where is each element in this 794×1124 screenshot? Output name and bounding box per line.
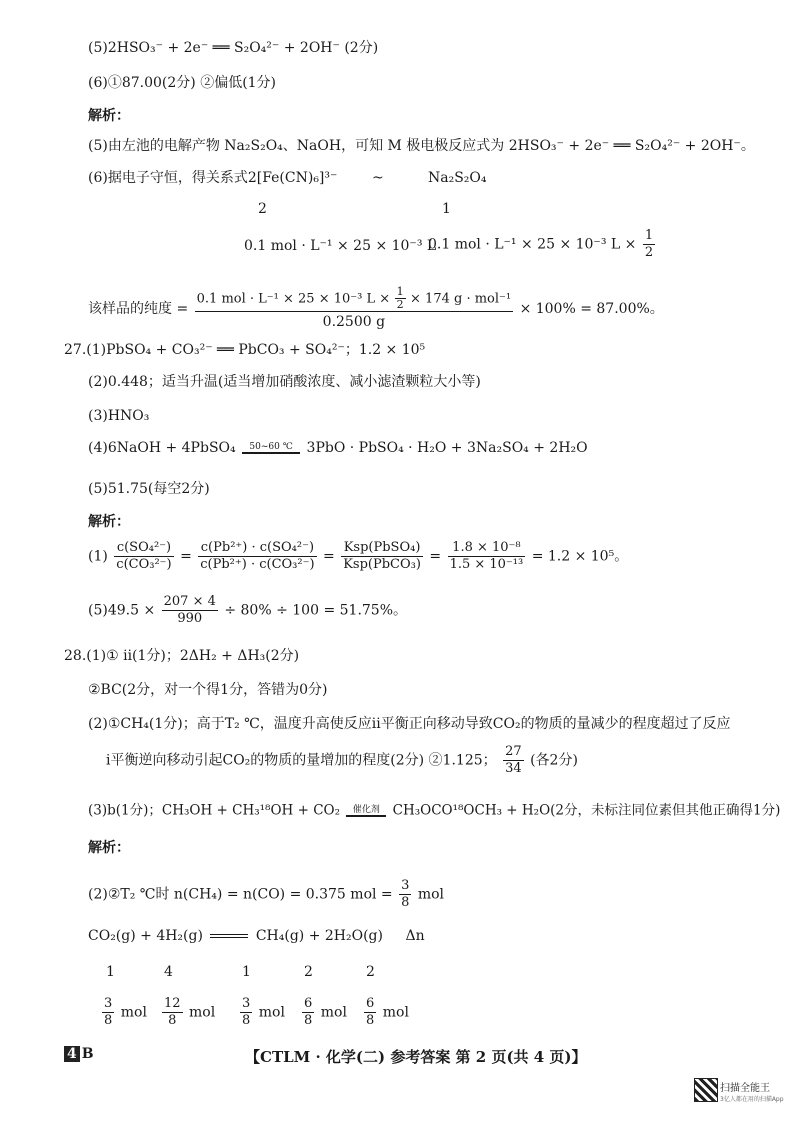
k5-lead: (5)49.5 × (88, 602, 156, 619)
k1-tail: = 1.2 × 10⁵。 (531, 548, 629, 565)
mol-co2-num: 3 (104, 996, 113, 1011)
answer-28-3 (88, 800, 780, 821)
catalyst-arrow (346, 805, 386, 817)
analysis-26-6-relation: (6)据电子守恒，得关系式2[Fe(CN)₆]³⁻ (88, 170, 338, 186)
q28-2b-frac (503, 744, 524, 777)
reaction-equation (88, 926, 425, 946)
k1-f4-num: 1.8 × 10⁻⁸ (448, 540, 526, 557)
condition-temp: 50~60 ℃ (249, 442, 293, 452)
analysis-26-5: (5)由左池的电解产物 Na₂S₂O₄、NaOH，可知 M 极电极反应式为 2HSO₃⁻ + 2e⁻ ══ S₂O₄²⁻ + 2OH⁻。 (88, 138, 755, 154)
mol-ch4 (238, 996, 285, 1029)
q28-3-right: CH₃OCO¹⁸OCH₃ + H₂O(2分，未标注同位素但其他正确得1分) (392, 802, 781, 819)
t2-frac (399, 878, 411, 911)
q28-2b-b: (各2分) (530, 752, 578, 769)
ratio-right: 1 (442, 201, 451, 217)
answer-28-2a: (2)①CH₄(1分)；高于T₂ ℃，温度升高使反应ⅱ平衡正向移动导致CO₂的物质的量减少的程度超过了反应 (88, 716, 731, 732)
answer-27-1: 27.(1)PbSO₄ + CO₃²⁻ ══ PbCO₃ + SO₄²⁻；1.2 × 10⁵ (64, 342, 426, 358)
purity-num-b: × 174 g · mol⁻¹ (410, 291, 512, 307)
purity-half (395, 286, 406, 311)
condition-arrow (242, 442, 300, 454)
mol-dn-num: 6 (366, 996, 375, 1011)
k1-frac4 (448, 540, 526, 573)
mol-co2-unit: mol (120, 1004, 147, 1021)
page-badge (64, 1046, 94, 1062)
mol-h2-frac (162, 996, 183, 1029)
answer-28-1a: 28.(1)① ⅱ(1分)；2ΔH₂ + ΔH₃(2分) (64, 648, 300, 664)
k1-frac3 (341, 540, 423, 573)
scanner-watermark: 扫描全能王 (720, 1083, 770, 1094)
purity-num-a: 0.1 mol · L⁻¹ × 25 × 10⁻³ L × (196, 291, 391, 307)
mol-h2o-num: 6 (304, 996, 313, 1011)
equilibrium-sign (210, 934, 248, 938)
k1-f2-num: c(Pb²⁺) · c(SO₄²⁻) (198, 540, 316, 557)
k5-frac (162, 594, 218, 627)
analysis-heading-28: 解析： (88, 840, 130, 856)
answer-27-3: (3)HNO₃ (88, 408, 150, 424)
answer-27-5: (5)51.75(每空2分) (88, 481, 210, 497)
catalyst-label: 催化剂 (352, 804, 380, 815)
purity-tail: × 100% = 87.00%。 (519, 301, 664, 317)
purity-denominator: 0.2500 g (322, 314, 386, 330)
analysis-heading-27: 解析： (88, 514, 130, 530)
amount-right (428, 228, 657, 261)
q28-2b-num: 27 (505, 744, 522, 759)
half-num: 1 (644, 228, 654, 243)
k1-f4-den: 1.5 × 10⁻¹³ (449, 557, 524, 572)
ratio-left: 2 (258, 201, 267, 217)
q28-2b-a: ⅰ平衡逆向移动引起CO₂的物质的量增加的程度(2分) ②1.125； (106, 752, 497, 769)
amount-right-prefix: 0.1 mol · L⁻¹ × 25 × 10⁻³ L × (428, 236, 637, 253)
mol-dn-den: 8 (366, 1013, 375, 1028)
answer-28-2b (106, 744, 578, 777)
eq-left: CO₂(g) + 4H₂(g) (88, 928, 203, 944)
q28-2b-den: 34 (505, 761, 522, 776)
purity-label: 该样品的纯度 = (88, 301, 189, 317)
t2-lead: (2)②T₂ ℃时 n(CH₄) = n(CO) = 0.375 mol = (88, 886, 393, 903)
k1-f3-den: Ksp(PbCO₃) (343, 557, 421, 572)
eq-delta-n: Δn (405, 928, 425, 944)
k1-lead: (1) (88, 548, 108, 565)
mol-ch4-num: 3 (242, 996, 251, 1011)
answer-27-4 (88, 438, 588, 458)
mol-ch4-frac (240, 996, 252, 1029)
mol-co2-den: 8 (104, 1013, 113, 1028)
badge-letter: B (81, 1046, 94, 1062)
k1-frac1 (114, 540, 173, 573)
analysis-27-5 (88, 594, 407, 627)
q28-3-left: (3)b(1分)；CH₃OH + CH₃¹⁸OH + CO₂ (88, 802, 341, 819)
analysis-28-2 (88, 878, 444, 911)
analysis-27-1: (1) $\frac{\text{c(SO₄²⁻)}}{\text{c(CO₃²⁻)}}$ = $\frac{\text{c(Pb²⁺) · c(SO₄²⁻)}}{\text{c(Pb²⁺) · c(CO₃²⁻)}}$ = $\frac{\text{Ksp(PbSO₄)}}{\text{Ksp(PbCO₃)}}$ = $\frac{\text{1.8 × 10⁻⁸}}{\text{1.5 × 10⁻¹³}}$ = 1.2 × 10⁵。 (88, 540, 629, 572)
half-fraction (643, 228, 655, 261)
footer-text: 【CTLM · 化学(二) 参考答案 第 2 页(共 4 页)】 (245, 1048, 587, 1066)
mol-dn-unit: mol (382, 1004, 409, 1021)
mol-dn (362, 996, 409, 1029)
eq-right: CH₄(g) + 2H₂O(g) (255, 928, 383, 944)
k5-tail: ÷ 80% ÷ 100 = 51.75%。 (224, 602, 408, 619)
badge-box: 4 (64, 1046, 80, 1062)
mol-ch4-den: 8 (242, 1013, 251, 1028)
k5-num: 207 × 4 (163, 594, 216, 609)
mol-h2o-unit: mol (320, 1004, 347, 1021)
t2-den: 8 (401, 895, 410, 910)
mol-co2 (100, 996, 147, 1029)
qr-code-icon (694, 1078, 718, 1102)
amount-left: 0.1 mol · L⁻¹ × 25 × 10⁻³ L (244, 238, 437, 254)
k1-f1-num: c(SO₄²⁻) (114, 540, 173, 557)
mol-h2-unit: mol (189, 1004, 216, 1021)
answer-27-2: (2)0.448；适当升温(适当增加硝酸浓度、减小滤渣颗粒大小等) (88, 374, 481, 390)
mol-h2 (160, 996, 215, 1029)
coef-h2o: 2 (304, 964, 313, 980)
purity-half-num: 1 (396, 285, 404, 298)
mol-h2-num: 12 (164, 996, 181, 1011)
coef-dn: 2 (366, 964, 375, 980)
k1-frac2 (198, 540, 316, 573)
answer-28-1b: ②BC(2分，对一个得1分，答错为0分) (88, 682, 328, 698)
half-den: 2 (644, 245, 654, 260)
coef-h2: 4 (164, 964, 173, 980)
mol-h2o-frac (302, 996, 314, 1029)
k5-den: 990 (177, 611, 203, 626)
purity-calculation (88, 286, 664, 332)
coef-ch4: 1 (242, 964, 251, 980)
relation-product: Na₂S₂O₄ (428, 170, 487, 186)
k1-f1-den: c(CO₃²⁻) (116, 557, 172, 572)
mol-h2-den: 8 (168, 1013, 177, 1028)
t2-num: 3 (401, 878, 410, 893)
eq-27-4-right: 3PbO · PbSO₄ · H₂O + 3Na₂SO₄ + 2H₂O (306, 440, 588, 456)
t2-tail: mol (417, 886, 445, 903)
answer-26-5: (5)2HSO₃⁻ + 2e⁻ ══ S₂O₄²⁻ + 2OH⁻ (2分) (88, 40, 379, 56)
k1-f2-den: c(Pb²⁺) · c(CO₃²⁻) (200, 557, 315, 572)
mol-dn-frac (364, 996, 376, 1029)
scanner-watermark-sub: 3亿人都在用的扫描App (720, 1096, 784, 1103)
mol-co2-frac (102, 996, 114, 1029)
purity-numerator (195, 286, 513, 312)
mol-h2o (300, 996, 347, 1029)
analysis-heading: 解析： (88, 108, 130, 124)
eq-27-4-left: (4)6NaOH + 4PbSO₄ (88, 440, 236, 456)
purity-half-den: 2 (396, 298, 404, 311)
purity-fraction (195, 286, 513, 332)
mol-h2o-den: 8 (304, 1013, 313, 1028)
coef-co2: 1 (106, 964, 115, 980)
mol-ch4-unit: mol (258, 1004, 285, 1021)
answer-26-6: (6)①87.00(2分) ②偏低(1分) (88, 75, 277, 91)
relation-tilde: ~ (372, 170, 384, 186)
k1-f3-num: Ksp(PbSO₄) (341, 540, 423, 557)
